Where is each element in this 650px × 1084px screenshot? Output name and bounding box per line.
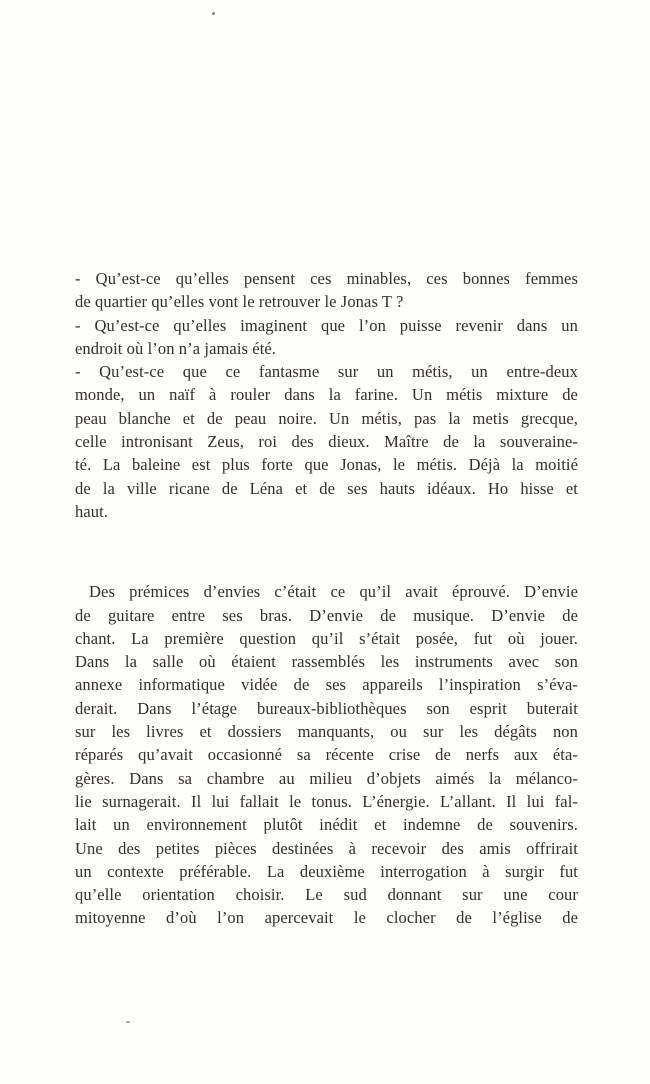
text-line: gères. Dans sa chambre au milieu d’objets aimés la mélanco-	[75, 768, 578, 788]
text-line: peau blanche et de peau noire. Un métis, pas la metis grecque,	[75, 408, 578, 428]
text-line: monde, un naïf à rouler dans la farine. Un métis mixture de	[75, 385, 578, 405]
text-line: lait un environnement plutôt inédit et indemne de souvenirs.	[75, 815, 578, 835]
paragraph	[75, 267, 578, 523]
text-line: haut.	[75, 501, 109, 521]
text-line: un contexte préférable. La deuxième interrogation à surgir fut	[75, 861, 578, 881]
scan-speck-bottom	[126, 1021, 130, 1023]
text-line: - Qu’est-ce qu’elles imaginent que l’on puisse revenir dans un	[75, 315, 578, 335]
text-line: de quartier qu’elles vont le retrouver le Jonas T ?	[75, 292, 404, 312]
text-line: derait. Dans l’étage bureaux-bibliothèques son esprit buterait	[75, 698, 578, 718]
text-line: de la ville ricane de Léna et de ses hauts idéaux. Ho hisse et	[75, 478, 578, 498]
text-line: - Qu’est-ce que ce fantasme sur un métis, un entre-deux	[75, 362, 578, 382]
text-line: réparés qu’avait occasionné sa récente crise de nerfs aux éta-	[75, 745, 578, 765]
text-line: Dans la salle où étaient rassemblés les instruments avec son	[75, 652, 578, 672]
text-line: annexe informatique vidée de ses appareils l’inspiration s’éva-	[75, 675, 578, 695]
scan-speck-top	[212, 12, 215, 15]
text-line: - Qu’est-ce qu’elles pensent ces minables, ces bonnes femmes	[75, 269, 578, 288]
text-line: endroit où l’on n’a jamais été.	[75, 338, 277, 358]
text-line: qu’elle orientation choisir. Le sud donnant sur une cour	[75, 885, 578, 905]
paragraph	[75, 580, 578, 929]
text-line: chant. La première question qu’il s’était posée, fut où jouer.	[75, 628, 578, 648]
text-line: de guitare entre ses bras. D’envie de musique. D’envie de	[75, 605, 578, 625]
text-line: lie surnagerait. Il lui fallait le tonus. L’énergie. L’allant. Il lui fal-	[75, 791, 578, 811]
text-line: celle intronisant Zeus, roi des dieux. Maître de la souveraine-	[75, 432, 578, 452]
text-line: mitoyenne d’où l’on apercevait le clocher de l’église de	[75, 908, 578, 928]
text-line: té. La baleine est plus forte que Jonas, le métis. Déjà la moitié	[75, 455, 578, 475]
text-line: Une des petites pièces destinées à recevoir des amis offrirait	[75, 838, 578, 858]
text-line: sur les livres et dossiers manquants, ou sur les dégâts non	[75, 722, 578, 742]
text-column	[75, 267, 578, 930]
text-line: Des prémices d’envies c’était ce qu’il avait éprouvé. D’envie	[89, 582, 578, 602]
